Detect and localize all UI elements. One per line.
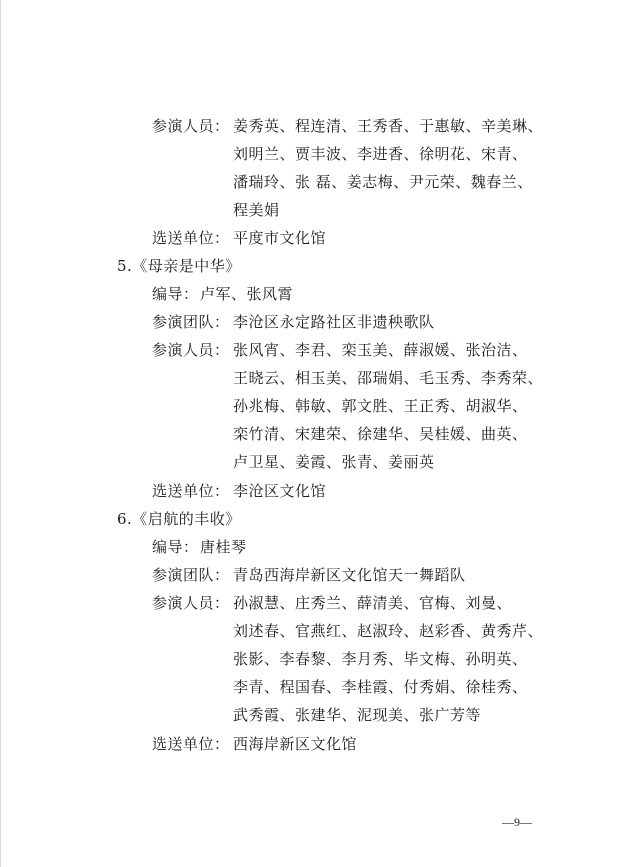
team-value: 李沧区永定路社区非遗秧歌队 bbox=[233, 313, 435, 331]
performers-line: 刘述春、官燕红、赵淑玲、赵彩香、黄秀芹、 bbox=[233, 622, 544, 640]
performers-label: 参演人员： bbox=[152, 341, 230, 359]
performers-label: 参演人员： bbox=[152, 594, 230, 612]
performers-line: 张风宵、李君、栾玉美、薛淑媛、张治洁、 bbox=[233, 341, 528, 359]
team-label: 参演团队： bbox=[152, 566, 230, 584]
performers-line: 孙兆梅、韩敏、郭文胜、王正秀、胡淑华、 bbox=[233, 397, 528, 415]
page-number: —9— bbox=[502, 815, 532, 829]
unit-label: 选送单位： bbox=[152, 482, 230, 500]
unit-value: 李沧区文化馆 bbox=[233, 482, 327, 500]
performers-line: 武秀霞、张建华、泥现美、张广芳等 bbox=[233, 706, 482, 724]
performers-line: 张影、李春黎、李月秀、毕文梅、孙明英、 bbox=[233, 650, 528, 668]
team-label: 参演团队： bbox=[152, 313, 230, 331]
performers-label: 参演人员： bbox=[152, 117, 230, 135]
unit-label: 选送单位： bbox=[152, 735, 230, 753]
performers-line: 孙淑慧、庄秀兰、薛清美、官梅、刘曼、 bbox=[233, 594, 513, 612]
director-label: 编导： bbox=[152, 538, 199, 556]
page-edge bbox=[0, 0, 1, 867]
unit-value: 平度市文化馆 bbox=[233, 229, 327, 247]
performers-line: 李青、程国春、李桂霞、付秀娟、徐桂秀、 bbox=[233, 678, 528, 696]
director-label: 编导： bbox=[152, 285, 199, 303]
director-value: 唐桂琴 bbox=[200, 538, 247, 556]
performers-line: 潘瑞玲、张 磊、姜志梅、尹元荣、魏春兰、 bbox=[233, 173, 533, 191]
performers-line: 姜秀英、程连清、王秀香、于惠敏、辛美琳、 bbox=[233, 117, 544, 135]
entry-title: 5.《母亲是中华》 bbox=[117, 257, 241, 275]
performers-line: 栾竹清、宋建荣、徐建华、吴桂媛、曲英、 bbox=[233, 425, 528, 443]
performers-line: 程美娟 bbox=[233, 201, 280, 219]
team-value: 青岛西海岸新区文化馆天一舞蹈队 bbox=[233, 566, 466, 584]
performers-line: 卢卫星、姜霞、张青、姜丽英 bbox=[233, 453, 435, 471]
performers-line: 刘明兰、贾丰波、李进香、徐明花、宋青、 bbox=[233, 145, 528, 163]
unit-value: 西海岸新区文化馆 bbox=[233, 735, 358, 753]
director-value: 卢军、张风霄 bbox=[200, 285, 294, 303]
performers-line: 王晓云、相玉美、邵瑞娟、毛玉秀、李秀荣、 bbox=[233, 369, 544, 387]
unit-label: 选送单位： bbox=[152, 229, 230, 247]
entry-title: 6.《启航的丰收》 bbox=[117, 510, 241, 528]
